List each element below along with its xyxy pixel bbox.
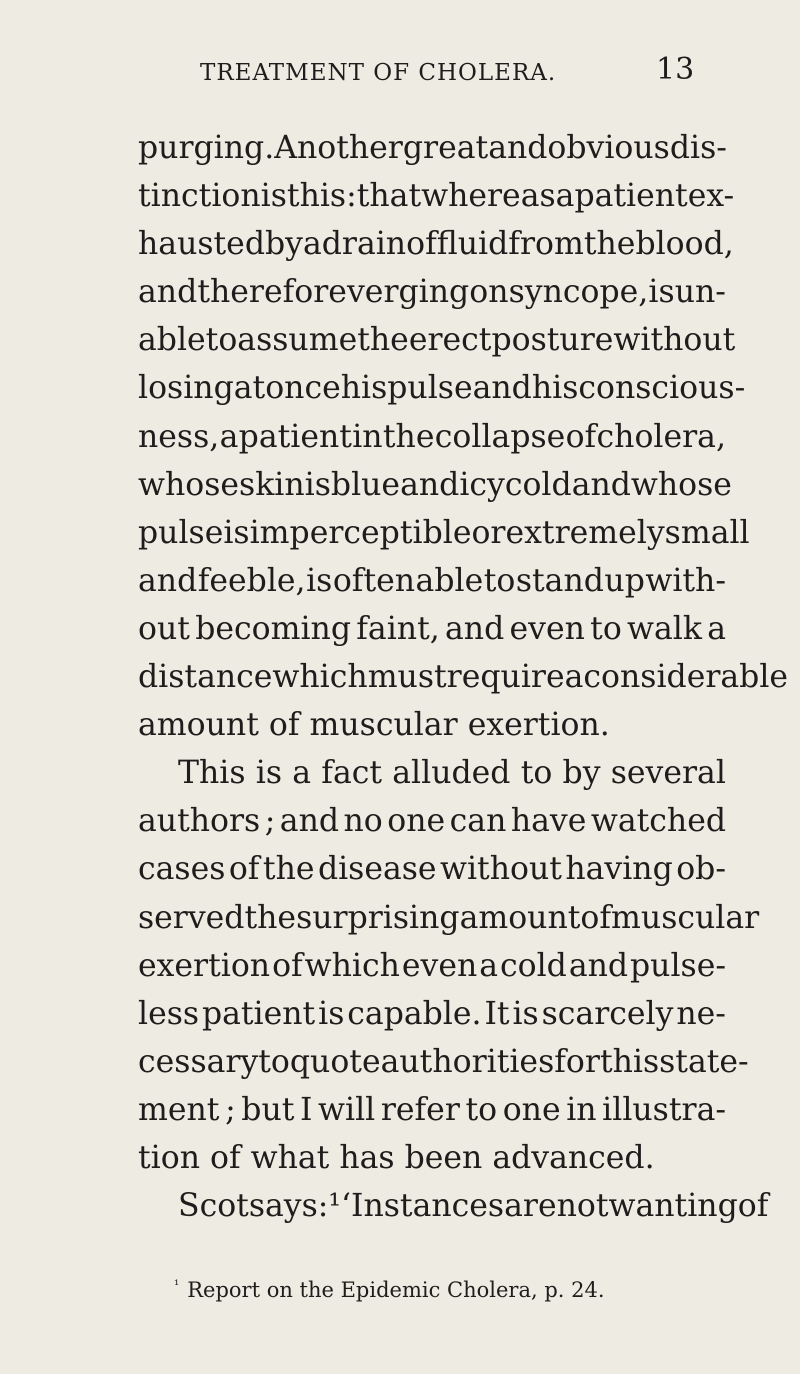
- text-line-6: [138, 364, 746, 412]
- word: by: [562, 755, 601, 792]
- word: amount: [459, 899, 581, 936]
- word: patient: [201, 995, 316, 1032]
- word: one: [387, 803, 446, 840]
- text-line-9: [138, 509, 750, 557]
- word: require: [446, 659, 565, 696]
- word: refer: [380, 1091, 460, 1128]
- word: hausted: [138, 226, 265, 263]
- word: of: [406, 226, 437, 263]
- word: the: [244, 899, 297, 936]
- word: :: [346, 178, 357, 215]
- word: posture: [491, 322, 614, 359]
- word: but: [241, 1091, 295, 1128]
- word: the: [262, 851, 315, 888]
- word: the: [357, 322, 409, 359]
- word: out: [138, 610, 190, 647]
- running-head: TREATMENT OF CHOLERA.: [200, 60, 557, 86]
- word: one: [502, 1091, 561, 1128]
- word: and: [138, 562, 198, 599]
- word: syncope,: [508, 274, 649, 311]
- word: which: [304, 947, 400, 984]
- text-line-4: [138, 268, 726, 316]
- word: even: [401, 947, 478, 984]
- word: is: [648, 274, 675, 311]
- word: a: [219, 418, 239, 455]
- word: tion: [138, 1139, 210, 1176]
- word: cold: [504, 466, 572, 503]
- word: in: [352, 418, 383, 455]
- word: of: [268, 707, 310, 744]
- word: of: [580, 899, 612, 936]
- word: Another: [274, 130, 403, 166]
- word: surprising: [296, 899, 460, 936]
- word: been: [404, 1139, 493, 1176]
- footnote-marker: ¹: [174, 1278, 180, 1293]
- text-line-3: [138, 220, 734, 268]
- page-number: 13: [656, 52, 695, 87]
- text-line-20: [138, 1038, 749, 1086]
- word: to: [258, 1043, 290, 1080]
- word: this: [286, 178, 347, 215]
- word: small: [664, 514, 750, 551]
- word: can: [449, 803, 507, 840]
- word: a: [564, 659, 584, 696]
- word: of: [272, 947, 303, 984]
- word: having: [565, 851, 673, 888]
- word: tinction: [138, 178, 261, 215]
- word: authorities: [380, 1043, 555, 1080]
- word: pulse-: [630, 947, 726, 984]
- word: considerable: [583, 659, 789, 696]
- word: whereas: [421, 178, 556, 215]
- word: ment: [138, 1091, 220, 1128]
- word: capable.: [347, 995, 482, 1032]
- word: a: [555, 178, 575, 215]
- word: cessary: [138, 1043, 259, 1080]
- word: even: [509, 610, 585, 647]
- word: a: [707, 610, 726, 647]
- word: verging: [347, 274, 470, 311]
- word: is: [255, 755, 283, 792]
- word: once: [265, 370, 341, 407]
- word: blue: [330, 466, 401, 503]
- word: no: [343, 803, 383, 840]
- word: have: [510, 803, 587, 840]
- word: by: [264, 226, 303, 263]
- word: cholera,: [596, 418, 726, 455]
- word: which: [272, 659, 368, 696]
- word: skin: [239, 466, 305, 503]
- word: conscious-: [578, 370, 746, 407]
- word: served: [138, 899, 245, 936]
- word: alluded: [392, 755, 511, 792]
- word: to: [465, 1091, 498, 1128]
- word: feeble,: [197, 562, 306, 599]
- word: walk: [627, 610, 702, 647]
- word: this: [599, 1043, 660, 1080]
- word: the: [583, 226, 636, 263]
- word: un-: [674, 274, 726, 311]
- word: illustra-: [602, 1091, 726, 1128]
- word: and: [445, 610, 505, 647]
- word: with-: [645, 562, 726, 599]
- text-line-8: [138, 461, 732, 509]
- word: fact: [321, 755, 383, 792]
- word: whose: [138, 466, 240, 503]
- word: cases: [138, 851, 226, 888]
- word: pulse: [387, 370, 473, 407]
- word: ‘: [341, 1188, 352, 1225]
- word: stand: [515, 562, 604, 599]
- word: wanting: [608, 1188, 738, 1225]
- text-line-17: [138, 894, 760, 942]
- word: extremely: [505, 514, 665, 551]
- word: says: [248, 1188, 318, 1225]
- word: losing: [138, 370, 234, 407]
- text-line-12: [138, 653, 789, 701]
- word: patient: [574, 178, 688, 215]
- word: to: [590, 610, 622, 647]
- word: for: [554, 1043, 600, 1080]
- word: that: [356, 178, 422, 215]
- word: ex-: [687, 178, 735, 215]
- word: ob-: [676, 851, 726, 888]
- word: fluid: [436, 226, 509, 263]
- word: is: [318, 995, 345, 1032]
- word: are: [504, 1188, 557, 1225]
- word: without: [613, 322, 736, 359]
- word: drain: [321, 226, 407, 263]
- text-line-21: [138, 1086, 726, 1134]
- word: not: [556, 1188, 609, 1225]
- word: from: [508, 226, 584, 263]
- word: a: [302, 226, 322, 263]
- text-line-11: [138, 605, 726, 653]
- word: authors: [138, 803, 261, 840]
- word: on: [469, 274, 509, 311]
- word: his: [531, 370, 579, 407]
- text-line-15: [138, 797, 726, 845]
- word: is: [306, 562, 333, 599]
- word: to: [483, 562, 516, 599]
- word: and: [571, 466, 631, 503]
- word: in: [566, 1091, 597, 1128]
- word: imperceptible: [249, 514, 472, 551]
- word: to: [520, 755, 553, 792]
- word: obvious: [547, 130, 670, 166]
- word: what: [250, 1139, 340, 1176]
- word: Instances: [351, 1188, 505, 1225]
- word: erect: [408, 322, 492, 359]
- text-line-23: [138, 1182, 769, 1230]
- word: therefore: [197, 274, 347, 311]
- word: distance: [138, 659, 273, 696]
- word: will: [318, 1091, 376, 1128]
- text-line-2: [138, 172, 735, 220]
- word: has: [339, 1139, 405, 1176]
- word: pulse: [138, 514, 224, 551]
- word: faint,: [356, 610, 440, 647]
- word: I: [300, 1091, 313, 1128]
- text-line-5: [138, 316, 736, 364]
- word: and: [138, 274, 198, 311]
- word: of: [210, 1139, 251, 1176]
- word: amount: [138, 707, 269, 744]
- word: It: [484, 995, 510, 1032]
- text-line-10: [138, 557, 726, 605]
- word: and: [472, 370, 532, 407]
- text-line-19: [138, 990, 726, 1038]
- word: state-: [659, 1043, 749, 1080]
- word: and: [400, 466, 460, 503]
- word: advanced.: [492, 1139, 655, 1176]
- word: a: [479, 947, 499, 984]
- word: a: [292, 755, 312, 792]
- word: exertion.: [467, 707, 610, 744]
- word: cold: [499, 947, 567, 984]
- text-line-13: [138, 701, 726, 749]
- word: icy: [459, 466, 505, 503]
- word: to: [205, 322, 238, 359]
- word: whose: [630, 466, 732, 503]
- word: muscular: [309, 707, 468, 744]
- word: ;: [264, 803, 276, 840]
- word: and: [488, 130, 548, 166]
- word: his: [340, 370, 388, 407]
- word: of: [228, 851, 260, 888]
- word: becoming: [195, 610, 351, 647]
- text-line-22: [138, 1134, 726, 1182]
- word: quote: [289, 1043, 381, 1080]
- word: is: [304, 466, 331, 503]
- word: is: [512, 995, 539, 1032]
- word: must: [367, 659, 447, 696]
- word: several: [610, 755, 726, 792]
- word: or: [471, 514, 506, 551]
- word: Scot: [178, 1188, 249, 1225]
- word: disease: [317, 851, 437, 888]
- word: is: [260, 178, 287, 215]
- word: is: [223, 514, 250, 551]
- word: This: [178, 755, 246, 792]
- word: :¹: [317, 1188, 342, 1225]
- footnote-text: Report on the Epidemic Cholera, p. 24.: [187, 1278, 605, 1302]
- text-line-18: [138, 942, 726, 990]
- word: and: [568, 947, 629, 984]
- text-line-14: [138, 749, 726, 797]
- word: dis-: [669, 130, 727, 166]
- word: of: [565, 418, 597, 455]
- text-line-16: [138, 845, 726, 893]
- word: able: [138, 322, 206, 359]
- body-text: [138, 124, 789, 1230]
- text-line-7: [138, 413, 726, 461]
- word: at: [233, 370, 266, 407]
- word: blood,: [635, 226, 734, 263]
- footnote: [174, 1273, 605, 1303]
- word: of: [737, 1188, 769, 1225]
- word: often: [332, 562, 416, 599]
- word: and: [279, 803, 340, 840]
- word: scarcely: [541, 995, 674, 1032]
- word: muscular: [611, 899, 760, 936]
- word: ;: [225, 1091, 236, 1128]
- word: the: [382, 418, 435, 455]
- word: ne-: [676, 995, 726, 1032]
- word: collapse: [434, 418, 566, 455]
- word: assume: [237, 322, 358, 359]
- word: watched: [590, 803, 726, 840]
- word: up: [604, 562, 645, 599]
- word: without: [440, 851, 562, 888]
- word: less: [138, 995, 200, 1032]
- word: great: [402, 130, 489, 166]
- word: exertion: [138, 947, 271, 984]
- word: ness,: [138, 418, 220, 455]
- text-line-1: [138, 124, 726, 172]
- word: patient: [238, 418, 352, 455]
- word: able: [415, 562, 484, 599]
- word: purging.: [138, 130, 275, 166]
